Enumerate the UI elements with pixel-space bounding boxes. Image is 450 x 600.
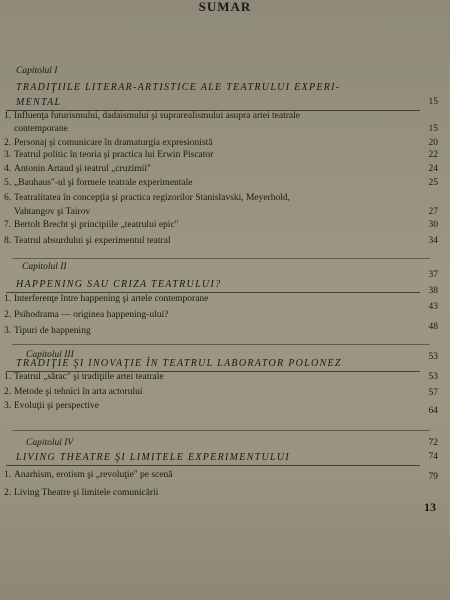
chapter-title: TRADIŢIILE LITERAR-ARTISTICE ALE TEATRULUI EXPERI- [16,82,341,93]
chapter-title: HAPPENING SAU CRIZA TEATRULUI? [16,279,222,290]
toc-entry-line [4,193,428,204]
entry-title: Interferenţe între happening şi artele contemporane [14,294,209,304]
entry-page-number: 79 [428,472,438,482]
entry-title: Influenţa futurismului, dadaismului şi suprarealismului asupra artei teatrale [14,111,300,121]
entry-title: „Bauhaus"-ul şi formele teatrale experimentale [14,178,193,188]
entry-page-number: 22 [428,150,438,160]
entry-page-number: 64 [428,406,438,416]
entry-title: Anarhism, erotism şi „revoluţie" pe scenă [14,470,173,480]
entry-number: 3. [4,401,12,411]
entry-title: Personaj şi comunicare în dramaturgia expresionistă [14,138,213,148]
chapter-label: Capitolul I [16,66,58,76]
entry-number: 1. [4,294,12,304]
entry-page-number: 25 [428,178,438,188]
toc-entry-line [4,150,428,161]
entry-title: Vahtangov şi Tairov [14,207,91,217]
entry-number: 5. [4,178,12,188]
entry-number: 4. [4,164,12,174]
chapter-label: Capitolul II [22,262,67,272]
entry-page-number: 53 [428,372,438,382]
entry-title: Psihodrama — originea happening-ului? [14,310,169,320]
entry-title: Antonin Artaud şi teatrul „cruzimii" [14,164,151,174]
entry-number: 1. [4,111,12,121]
entry-page-number: 15 [428,124,438,134]
toc-entry-line [4,164,428,175]
entry-number: 6. [4,193,12,203]
entry-number: 3. [4,150,12,160]
chapter-page-number: 37 [428,270,438,280]
toc-entry-line [4,138,428,149]
toc-entry-line [4,178,428,189]
entry-number: 1. [4,372,12,382]
entry-number: 1. [4,470,12,480]
chapter-title: TRADIŢIE ŞI INOVAŢIE ÎN TEATRUL LABORATOR POLONEZ [16,358,342,369]
entry-title: Living Theatre şi limitele comunicării [14,488,159,498]
entry-number: 7. [4,220,12,230]
entry-number: 2. [4,310,12,320]
entry-title: Metode şi tehnici în arta actorului [14,387,143,397]
entry-page-number: 74 [428,452,438,462]
toc-entry-line [4,236,428,247]
chapter-title: MENTAL [16,97,62,108]
toc-entry-line [4,488,428,499]
entry-page-number: 24 [428,164,438,174]
chapter-separator [12,344,430,345]
page-heading: SUMAR [198,0,252,14]
entry-title: Tipuri de happening [14,326,91,336]
entry-page-number: 27 [428,207,438,217]
entry-page-number: 34 [428,236,438,246]
chapter-page-number: 72 [428,438,438,448]
entry-page-number: 48 [428,322,438,332]
entry-number: 2. [4,488,12,498]
toc-entry-line [4,294,428,305]
entry-title: Teatralitatea în concepţia şi practica regizorilor Stanislavski, Meyerhold, [14,193,291,203]
entry-number: 3. [4,326,12,336]
entry-page-number: 38 [428,286,438,296]
chapter-separator [12,430,430,431]
entry-number: 2. [4,387,12,397]
chapter-label: Capitolul III [26,350,74,360]
toc-entry-line [4,310,428,321]
toc-entry-line [4,401,428,412]
chapter-title: LIVING THEATRE ŞI LIMITELE EXPERIMENTULUI [16,452,291,463]
entry-title: Teatrul „sărac" şi tradiţiile artei teatrale [14,372,164,382]
toc-entry-line [4,326,428,337]
entry-page-number: 20 [428,138,438,148]
toc-entry-line [4,220,428,231]
page-number: 13 [424,500,436,514]
toc-entry-line [4,387,428,398]
chapter-label: Capitolul IV [26,438,74,448]
entry-number: 2. [4,138,12,148]
entry-title: Evoluţii şi perspective [14,401,99,411]
chapter-rule [6,292,420,293]
toc-entry-line [4,207,428,218]
entry-page-number: 57 [428,388,438,398]
chapter-rule [6,465,420,466]
entry-title: Teatrul absurdului şi experimentul teatral [14,236,171,246]
entry-title: contemporane [14,124,68,134]
chapter-separator [12,258,430,259]
entry-title: Bertolt Brecht şi principiile „teatrului epic" [14,220,179,230]
toc-entry-line [4,470,428,481]
toc-entry-line [4,124,428,135]
entry-number: 8. [4,236,12,246]
toc-entry-line [4,111,428,122]
entry-page-number: 30 [428,220,438,230]
entry-page-number: 43 [428,302,438,312]
toc-entry-line [4,372,428,383]
entry-title: Teatrul politic în teoria şi practica lui Erwin Piscator [14,150,214,160]
chapter-page-number: 15 [428,97,438,107]
chapter-page-number: 53 [428,352,438,362]
